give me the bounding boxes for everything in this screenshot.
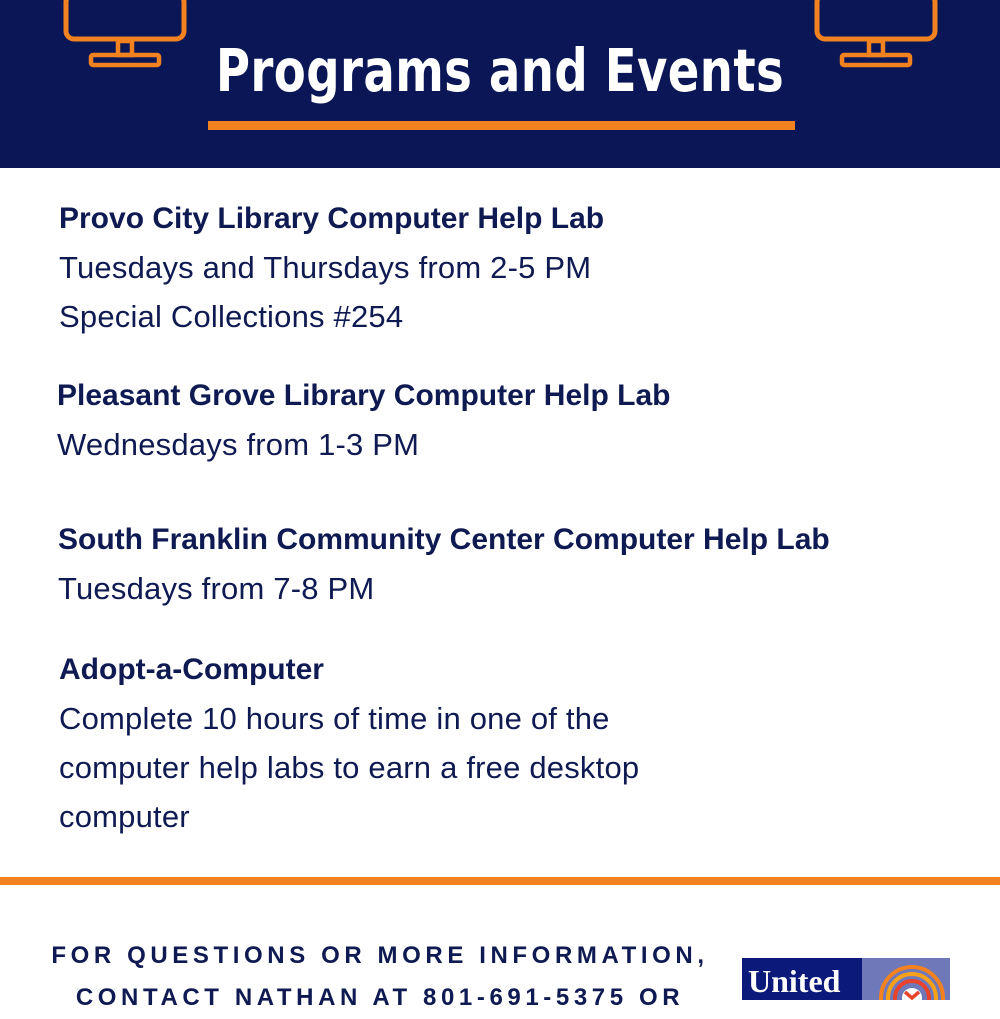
- program-schedule: Tuesdays from 7-8 PM: [58, 571, 375, 606]
- header-banner: [0, 0, 1000, 168]
- program-pleasant-grove-library: [57, 372, 957, 469]
- footer-divider: [0, 877, 1000, 885]
- program-name: Adopt-a-Computer: [59, 653, 324, 686]
- program-schedule: Tuesdays and Thursdays from 2-5 PM: [59, 250, 592, 285]
- program-name: South Franklin Community Center Computer Help Lab: [58, 523, 830, 556]
- logo-wordmark: [742, 958, 862, 1000]
- united-way-logo: [742, 958, 950, 1000]
- page-title: Programs and Events: [215, 36, 785, 105]
- program-description-line: computer help labs to earn a free desktop: [59, 750, 640, 785]
- program-description-line: Complete 10 hours of time in one of the: [59, 701, 610, 736]
- logo-symbol: [862, 958, 950, 1000]
- logo-text: United: [748, 963, 841, 999]
- program-description-line: computer: [59, 799, 190, 834]
- program-south-franklin-community-center: [58, 516, 958, 613]
- program-adopt-a-computer: [59, 646, 959, 841]
- program-location: Special Collections #254: [59, 299, 404, 334]
- program-name: Pleasant Grove Library Computer Help Lab: [57, 379, 671, 412]
- title-underline: [208, 121, 795, 130]
- program-name: Provo City Library Computer Help Lab: [59, 202, 605, 235]
- contact-info: [25, 935, 735, 1019]
- program-provo-city-library: [59, 195, 959, 341]
- united-way-hand-rainbow-icon: [862, 958, 950, 1000]
- computer-monitor-icon: [813, 0, 943, 72]
- contact-line: CONTACT NATHAN AT 801-691-5375 OR: [75, 984, 685, 1011]
- contact-line: FOR QUESTIONS OR MORE INFORMATION,: [51, 942, 709, 969]
- program-schedule: Wednesdays from 1-3 PM: [57, 427, 420, 462]
